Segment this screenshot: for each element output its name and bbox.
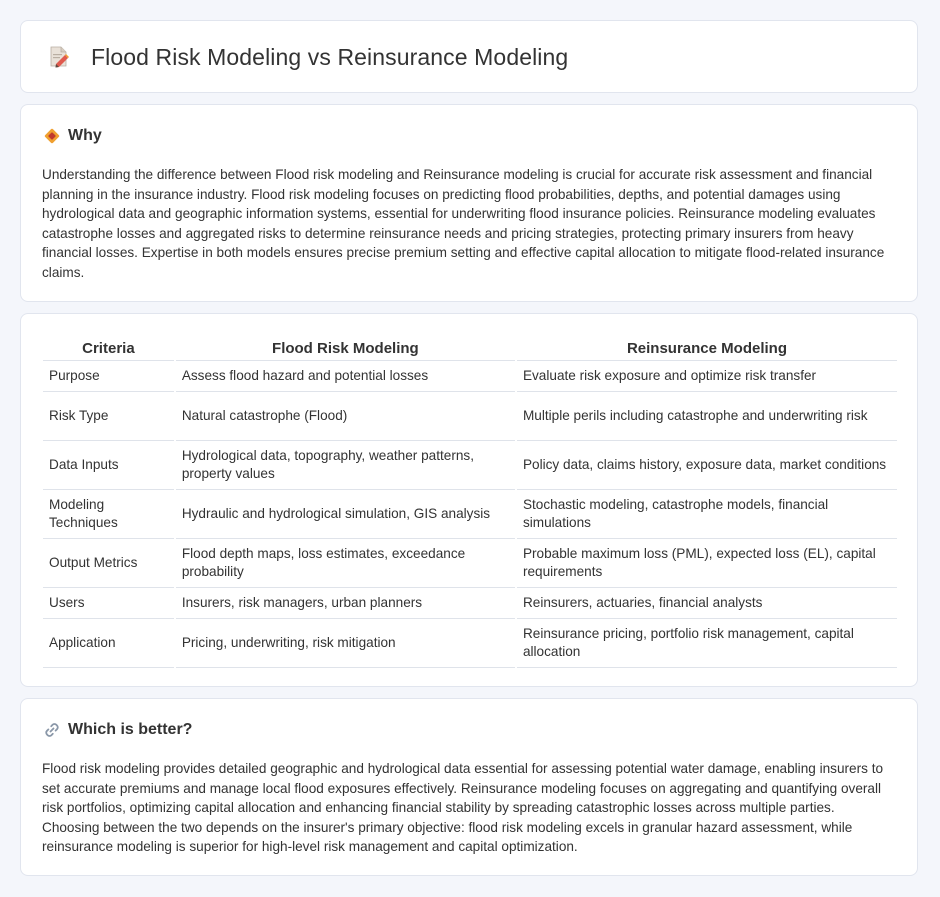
better-heading: Which is better?	[68, 721, 193, 738]
table-row	[43, 619, 897, 668]
flood-cell: Hydrological data, topography, weather patterns, property values	[176, 441, 515, 490]
better-text: Flood risk modeling provides detailed geographic and hydrological data essential for assessing potential water damage, enabling insurers to set accurate premiums and manage local flood exposures effectively. Reinsurance modeling focuses on aggregating and quantifying overall risk portfolios, optimizing capital allocation and enhancing financial stability by spreading catastrophic losses across multiple parties. Choosing between the two depends on the insurer's primary objective: flood risk modeling excels in granular hazard assessment, while reinsurance modeling is superior for high-level risk management and capital optimization.	[42, 761, 884, 854]
table-row	[43, 361, 897, 392]
criteria-cell: Users	[43, 588, 174, 619]
reinsurance-cell: Multiple perils including catastrophe and underwriting risk	[517, 392, 897, 441]
header-reinsurance-modeling: Reinsurance Modeling	[517, 334, 897, 361]
criteria-cell: Output Metrics	[43, 539, 174, 588]
better-heading-row	[43, 721, 192, 739]
why-heading-row	[43, 127, 102, 145]
page-title: Flood Risk Modeling vs Reinsurance Modeling	[91, 43, 569, 70]
diamond-signal-icon	[43, 127, 61, 145]
document-pencil-icon	[47, 45, 71, 69]
comparison-table-card	[20, 313, 918, 687]
table-row	[43, 588, 897, 619]
table-row	[43, 490, 897, 539]
reinsurance-cell: Evaluate risk exposure and optimize risk transfer	[517, 361, 897, 392]
table-row	[43, 441, 897, 490]
why-text: Understanding the difference between Flood risk modeling and Reinsurance modeling is crucial for accurate risk assessment and financial planning in the insurance industry. Flood risk modeling focuses on predicting flood probabilities, depths, and potential damages using hydrological data and geographic information systems, essential for underwriting flood insurance policies. Reinsurance modeling evaluates catastrophe losses and aggregated risks to determine reinsurance needs and pricing strategies, protecting primary insurers from heavy financial losses. Expertise in both models ensures precise premium setting and effective capital allocation to mitigate flood-related insurance claims.	[42, 167, 885, 280]
title-card	[20, 20, 918, 93]
header-flood-risk-modeling: Flood Risk Modeling	[176, 334, 515, 361]
why-card	[20, 104, 918, 302]
why-heading: Why	[68, 127, 102, 144]
reinsurance-cell: Stochastic modeling, catastrophe models, financial simulations	[517, 490, 897, 539]
title-row	[47, 39, 568, 75]
criteria-cell: Data Inputs	[43, 441, 174, 490]
reinsurance-cell: Reinsurers, actuaries, financial analysts	[517, 588, 897, 619]
reinsurance-cell: Probable maximum loss (PML), expected loss (EL), capital requirements	[517, 539, 897, 588]
flood-cell: Pricing, underwriting, risk mitigation	[176, 619, 515, 668]
flood-cell: Hydraulic and hydrological simulation, GIS analysis	[176, 490, 515, 539]
table-row	[43, 392, 897, 441]
criteria-cell: Modeling Techniques	[43, 490, 174, 539]
flood-cell: Insurers, risk managers, urban planners	[176, 588, 515, 619]
criteria-cell: Risk Type	[43, 392, 174, 441]
link-icon	[43, 721, 61, 739]
flood-cell: Assess flood hazard and potential losses	[176, 361, 515, 392]
header-criteria: Criteria	[43, 334, 174, 361]
table-header-row	[43, 334, 897, 361]
flood-cell: Flood depth maps, loss estimates, exceedance probability	[176, 539, 515, 588]
reinsurance-cell: Policy data, claims history, exposure data, market conditions	[517, 441, 897, 490]
comparison-table	[41, 334, 899, 668]
table-row	[43, 539, 897, 588]
criteria-cell: Purpose	[43, 361, 174, 392]
criteria-cell: Application	[43, 619, 174, 668]
which-is-better-card	[20, 698, 918, 876]
reinsurance-cell: Reinsurance pricing, portfolio risk management, capital allocation	[517, 619, 897, 668]
flood-cell: Natural catastrophe (Flood)	[176, 392, 515, 441]
